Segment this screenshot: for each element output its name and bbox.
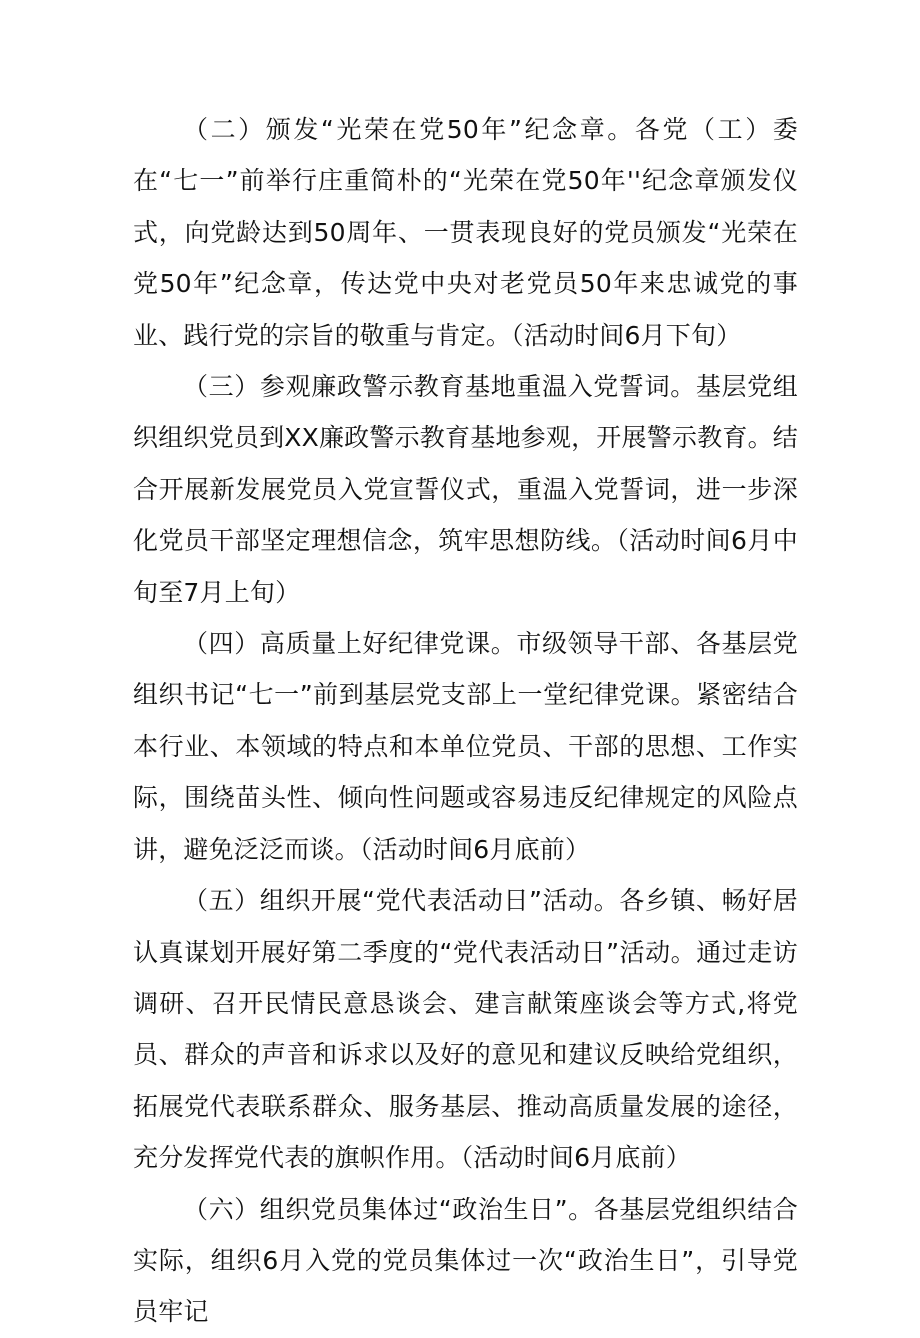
paragraph-discipline-lecture: （四）高质量上好纪律党课。市级领导干部、各基层党组织书记“七一”前到基层党支部上一堂纪律党课。紧密结合本行业、本领域的特点和本单位党员、干部的思想、工作实际，围绕苗头性、倾向性问题或容易违反纪律规定的风险点讲，避免泛泛而谈。（活动时间6月底前） bbox=[133, 629, 798, 864]
paragraph-delegate-activity-day: （五）组织开展“党代表活动日”活动。各乡镇、畅好居认真谋划开展好第二季度的“党代表活动日”活动。通过走访调研、召开民情民意恳谈会、建言献策座谈会等方式,将党员、群众的声音和诉求以及好的意见和建议反映给党组织，拓展党代表联系群众、服务基层、推动高质量发展的途径，充分发挥党代表的旗帜作用。（活动时间6月底前） bbox=[133, 886, 798, 1173]
paragraph-warning-education: （三）参观廉政警示教育基地重温入党誓词。基层党组织组织党员到XX廉政警示教育基地参观，开展警示教育。结合开展新发展党员入党宣誓仪式，重温入党誓词，进一步深化党员干部坚定理想信念，筑牢思想防线。（活动时间6月中旬至7月上旬） bbox=[133, 372, 798, 607]
document-body bbox=[133, 104, 798, 1338]
paragraph-medal-award: （二）颁发“光荣在党50年”纪念章。各党（工）委在“七一”前举行庄重简朴的“光荣在党50年''纪念章颁发仪式，向党龄达到50周年、一贯表现良好的党员颁发“光荣在党50年”纪念章，传达党中央对老党员50年来忠诚党的事业、践行党的宗旨的敬重与肯定。（活动时间6月下旬） bbox=[133, 115, 798, 350]
paragraph-political-birthday: （六）组织党员集体过“政治生日”。各基层党组织结合实际，组织6月入党的党员集体过一次“政治生日”，引导党员牢记 bbox=[133, 1194, 798, 1327]
